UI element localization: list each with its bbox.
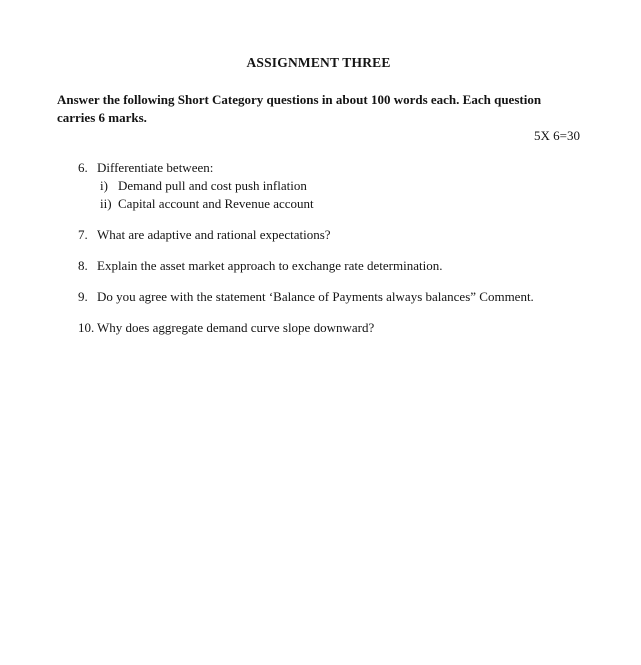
question-number: 8. — [78, 258, 88, 273]
instructions-text: Answer the following Short Category questions in about 100 words each. Each question carries 6 marks. — [57, 92, 542, 125]
question-item-10 — [78, 319, 580, 337]
question-list — [78, 159, 580, 337]
sub-question-label: i) — [100, 178, 108, 193]
sub-question-item-ii — [100, 195, 580, 213]
question-item-9 — [78, 288, 580, 306]
question-text: Do you agree with the statement ‘Balance of Payments always balances” Comment. — [97, 289, 534, 304]
question-number: 10. — [78, 320, 95, 335]
page-title: ASSIGNMENT THREE — [246, 55, 391, 70]
question-text: What are adaptive and rational expectations? — [97, 227, 331, 242]
sub-question-item-i — [100, 177, 580, 195]
question-text: Differentiate between: — [97, 160, 214, 175]
question-item-7 — [78, 226, 580, 244]
sub-question-label: ii) — [100, 196, 112, 211]
question-item-6 — [78, 159, 580, 213]
question-number: 9. — [78, 289, 88, 304]
question-text: Explain the asset market approach to exchange rate determination. — [97, 258, 443, 273]
question-number: 7. — [78, 227, 88, 242]
question-item-8 — [78, 257, 580, 275]
question-number: 6. — [78, 160, 88, 175]
question-text: Why does aggregate demand curve slope downward? — [97, 320, 375, 335]
sub-question-list — [97, 177, 580, 213]
sub-question-text: Demand pull and cost push inflation — [118, 178, 307, 193]
question-body — [97, 159, 580, 213]
sub-question-text: Capital account and Revenue account — [118, 196, 314, 211]
marks-note: 5X 6=30 — [534, 128, 580, 143]
page-content — [57, 55, 580, 350]
